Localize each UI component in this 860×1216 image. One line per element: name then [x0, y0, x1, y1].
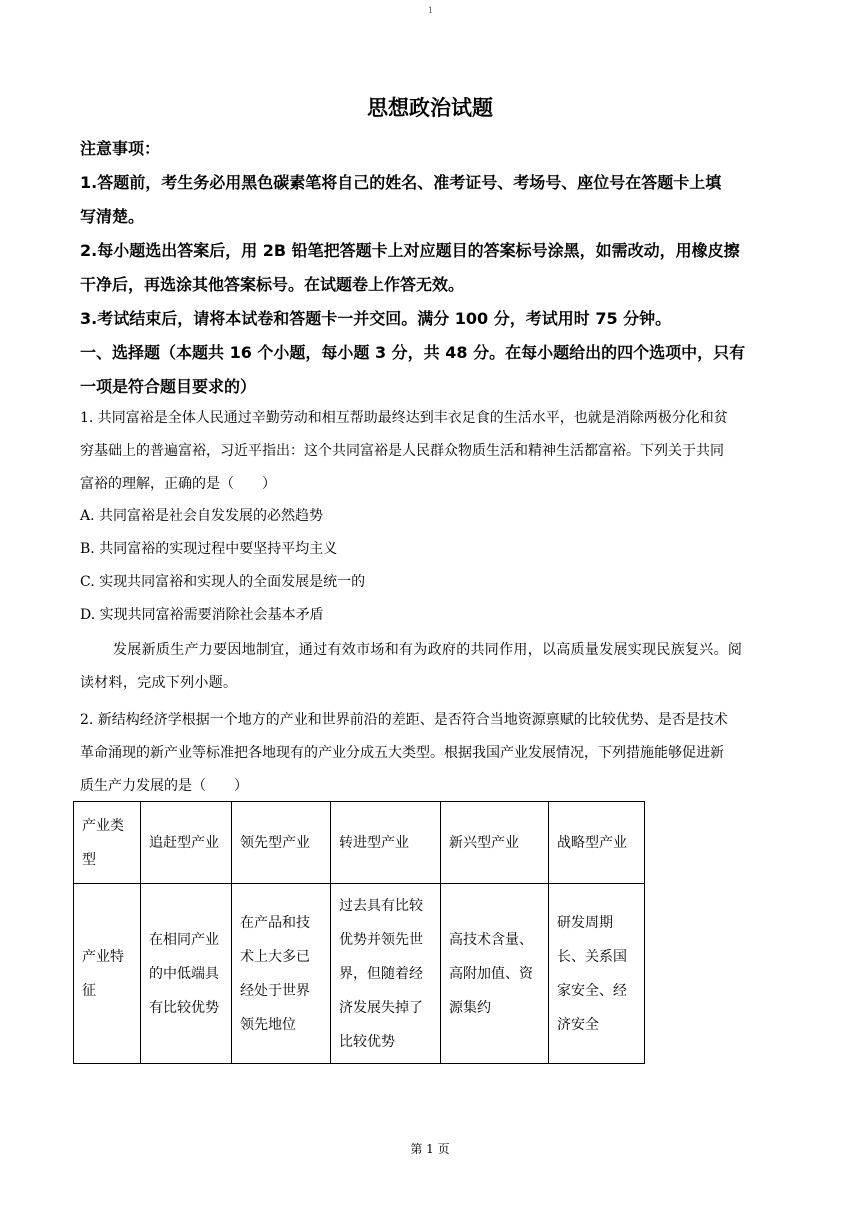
- table-cell: 产业特征: [74, 884, 141, 1064]
- page-title: 思想政治试题: [367, 96, 493, 120]
- table-cell: 领先型产业: [232, 802, 331, 884]
- page-number: 第 1 页: [410, 1142, 450, 1156]
- question-line: 富裕的理解，正确的是（ ）: [80, 476, 276, 492]
- option-d[interactable]: D. 实现共同富裕需要消除社会基本矛盾: [80, 607, 324, 623]
- table-cell: 新兴型产业: [441, 802, 549, 884]
- industry-table: [73, 801, 645, 1064]
- table-cell: 转进型产业: [331, 802, 441, 884]
- material-line: 读材料，完成下列小题。: [80, 675, 238, 691]
- notice-line: 2.每小题选出答案后，用 2B 铅笔把答题卡上对应题目的答案标号涂黑，如需改动，用橡皮擦: [80, 241, 740, 260]
- table-cell: 高技术含量、高附加值、资源集约: [441, 884, 549, 1064]
- notice-line: 写清楚。: [80, 207, 145, 226]
- notice-line: 3.考试结束后，请将本试卷和答题卡一并交回。满分 100 分，考试用时 75 分钟。: [80, 309, 672, 328]
- question-line: 革命涌现的新产业等标准把各地现有的产业分成五大类型。根据我国产业发展情况，下列措施能够促进新: [80, 745, 724, 761]
- table-header-row: [74, 802, 645, 884]
- table-cell: 追赶型产业: [141, 802, 232, 884]
- notice-line: 干净后，再选涂其他答案标号。在试题卷上作答无效。: [80, 275, 465, 294]
- table-cell: 研发周期长、关系国家安全、经济安全: [549, 884, 645, 1064]
- table-cell: 在相同产业的中低端具有比较优势: [141, 884, 232, 1064]
- question-line: 穷基础上的普遍富裕，习近平指出：这个共同富裕是人民群众物质生活和精神生活都富裕。下列关于共同: [80, 443, 724, 459]
- section-heading: 一、选择题（本题共 16 个小题，每小题 3 分，共 48 分。在每小题给出的四个选项中，只有: [80, 343, 746, 362]
- table-cell: 过去具有比较优势并领先世界，但随着经济发展失掉了比较优势: [331, 884, 441, 1064]
- table-cell: 产业类型: [74, 802, 141, 884]
- question-1-options: [80, 500, 780, 632]
- option-b[interactable]: B. 共同富裕的实现过程中要坚持平均主义: [80, 541, 338, 557]
- question-line: 质生产力发展的是（ ）: [80, 778, 248, 794]
- question-2-stem: [80, 704, 780, 803]
- notice-heading: 注意事项：: [80, 139, 161, 158]
- material-text: [80, 634, 780, 700]
- question-line: 1. 共同富裕是全体人民通过辛勤劳动和相互帮助最终达到丰衣足食的生活水平，也就是消除两极分化和贫: [80, 410, 728, 426]
- table-cell: 在产品和技术上大多已经处于世界领先地位: [232, 884, 331, 1064]
- question-line: 2. 新结构经济学根据一个地方的产业和世界前沿的差距、是否符合当地资源禀赋的比较优势、是否是技术: [80, 712, 728, 728]
- header-mark: 1: [428, 6, 434, 15]
- table-row: [74, 884, 645, 1064]
- option-a[interactable]: A. 共同富裕是社会自发发展的必然趋势: [80, 508, 324, 524]
- section-heading-cont: 一项是符合题目要求的）: [80, 377, 257, 396]
- notice-line: 1.答题前，考生务必用黑色碳素笔将自己的姓名、准考证号、考场号、座位号在答题卡上填: [80, 173, 722, 192]
- option-c[interactable]: C. 实现共同富裕和实现人的全面发展是统一的: [80, 574, 366, 590]
- material-line: 发展新质生产力要因地制宜，通过有效市场和有为政府的共同作用，以高质量发展实现民族复兴。阅: [113, 642, 743, 658]
- question-1-stem: [80, 402, 780, 501]
- table-cell: 战略型产业: [549, 802, 645, 884]
